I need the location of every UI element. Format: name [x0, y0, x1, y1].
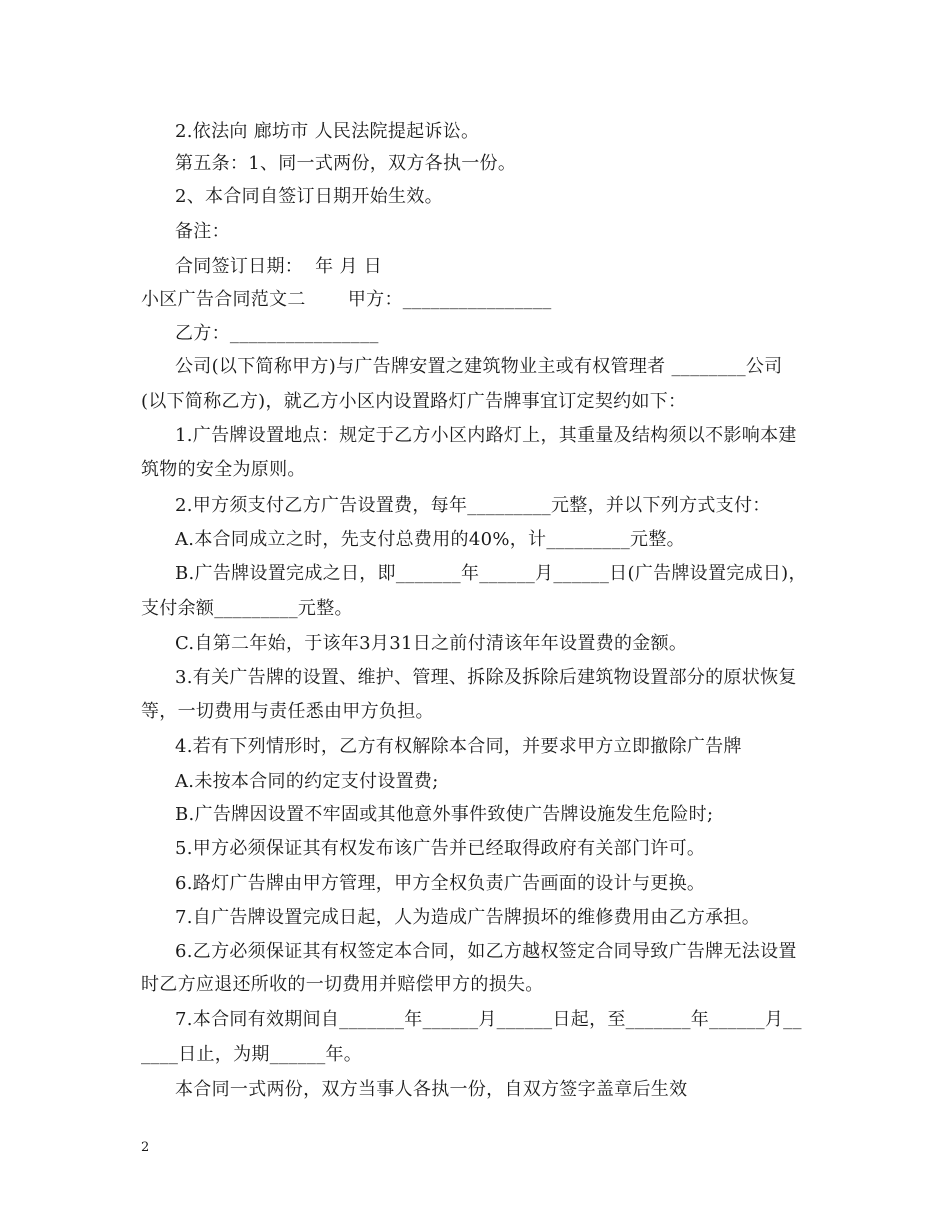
text-line: 2.甲方须支付乙方广告设置费，每年_________元整，并以下列方式支付： — [175, 495, 771, 516]
text-line: B.广告牌设置完成之日，即_______年______月______日(广告牌设置完成日)， — [175, 563, 807, 584]
text-line: 3.有关广告牌的设置、维护、管理、拆除及拆除后建筑物设置部分的原状恢复 — [175, 667, 797, 688]
text-line: 6.路灯广告牌由甲方管理，甲方全权负责广告画面的设计与更换。 — [175, 873, 706, 894]
text-line: 6.乙方必须保证其有权签定本合同，如乙方越权签定合同导致广告牌无法设置 — [175, 941, 797, 962]
page-number: 2 — [141, 1140, 150, 1155]
text-line: B.广告牌因设置不牢固或其他意外事件致使广告牌设施发生危险时; — [175, 804, 714, 825]
text-line: 4.若有下列情形时，乙方有权解除本合同，并要求甲方立即撤除广告牌 — [175, 736, 742, 757]
text-line: 第五条：1、同一式两份，双方各执一份。 — [175, 153, 517, 174]
text-line: 公司(以下简称甲方)与广告牌安置之建筑物业主或有权管理者 ________公司 — [175, 356, 783, 377]
text-line: 支付余额_________元整。 — [141, 598, 353, 619]
text-line: 筑物的安全为原则。 — [141, 459, 306, 480]
text-line: 2.依法向 廊坊市 人民法院提起诉讼。 — [175, 121, 480, 142]
text-line: 7.自广告牌设置完成日起，人为造成广告牌损坏的维修费用由乙方承担。 — [175, 907, 761, 928]
text-line: (以下简称乙方)，就乙方小区内设置路灯广告牌事宜订定契约如下： — [141, 391, 687, 412]
text-line: 备注： — [175, 221, 230, 242]
text-line: A.未按本合同的约定支付设置费; — [175, 771, 439, 792]
text-line: 5.甲方必须保证其有权发布该广告并已经取得政府有关部门许可。 — [175, 838, 706, 859]
text-line: C.自第二年始，于该年3月31日之前付清该年年设置费的金额。 — [175, 633, 688, 654]
text-line: 本合同一式两份，双方当事人各执一份，自双方签字盖章后生效 — [175, 1079, 688, 1100]
text-line: 时乙方应退还所收的一切费用并赔偿甲方的损失。 — [141, 974, 544, 995]
text-line: A.本合同成立之时，先支付总费用的40%，计_________元整。 — [175, 529, 685, 550]
text-line: 小区广告合同范文二 甲方：________________ — [141, 289, 552, 310]
text-line: 等，一切费用与责任悉由甲方负担。 — [141, 701, 434, 722]
text-line: 1.广告牌设置地点：规定于乙方小区内路灯上，其重量及结构须以不影响本建 — [175, 425, 797, 446]
text-line: 2、本合同自签订日期开始生效。 — [175, 186, 443, 207]
text-line: 合同签订日期： 年 月 日 — [175, 256, 383, 277]
text-line: ____日止，为期______年。 — [141, 1044, 363, 1065]
text-line: 7.本合同有效期间自_______年______月______日起，至_______年______月__ — [175, 1009, 802, 1030]
text-line: 乙方：________________ — [175, 323, 379, 344]
